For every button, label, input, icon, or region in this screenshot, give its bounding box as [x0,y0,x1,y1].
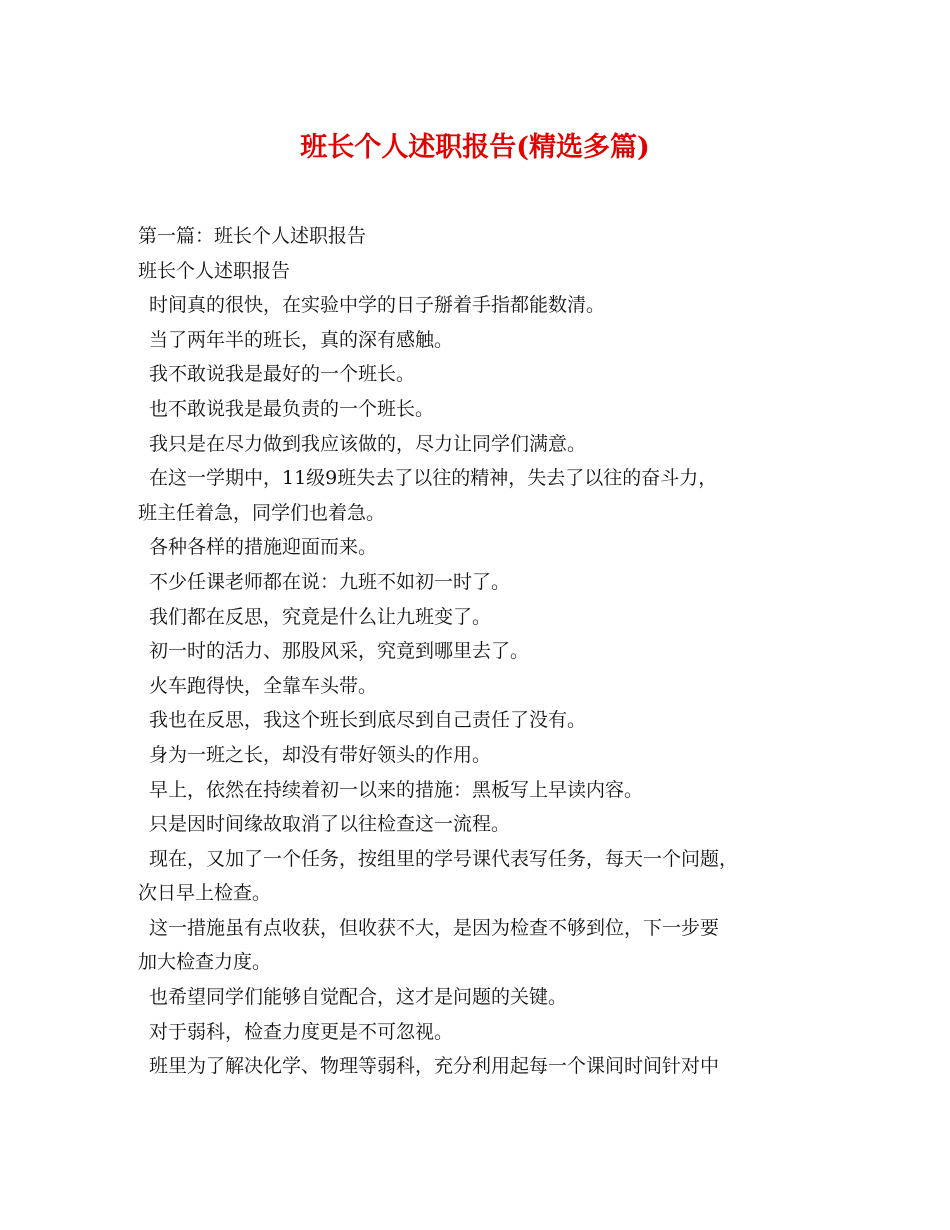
paragraph-line: 我也在反思，我这个班长到底尽到自己责任了没有。 [149,709,587,732]
paragraph-line: 身为一班之长，却没有带好领头的作用。 [149,743,492,766]
document-body [138,219,838,1084]
paragraph-line: 我只是在尽力做到我应该做的，尽力让同学们满意。 [149,432,587,455]
paragraph-line: 只是因时间缘故取消了以往检查这一流程。 [149,813,511,836]
paragraph-line: 早上，依然在持续着初一以来的措施：黑板写上早读内容。 [149,778,644,801]
paragraph-line: 次日早上检查。 [138,882,272,905]
paragraph-line: 火车跑得快，全靠车头带。 [149,674,378,697]
paragraph-line: 不少任课老师都在说：九班不如初一时了。 [149,570,511,593]
paragraph-line: 现在，又加了一个任务，按组里的学号课代表写任务，每天一个问题， [149,847,739,870]
paragraph-line: 我不敢说我是最好的一个班长。 [149,363,416,386]
paragraph-line: 第一篇：班长个人述职报告 [138,225,367,247]
paragraph-line: 班主任着急，同学们也着急。 [138,501,386,524]
paragraph-line: 当了两年半的班长，真的深有感触。 [149,328,454,351]
paragraph-line: 加大检查力度。 [138,951,272,974]
paragraph-line: 这一措施虽有点收获，但收获不大，是因为检查不够到位，下一步要 [149,916,720,939]
paragraph-line: 对于弱科，检查力度更是不可忽视。 [149,1020,454,1043]
paragraph-line: 初一时的活力、那股风采，究竟到哪里去了。 [149,640,530,663]
paragraph-line: 也不敢说我是最负责的一个班长。 [149,397,435,420]
paragraph-line: 班里为了解决化学、物理等弱科，充分利用起每一个课间时间针对中 [149,1055,720,1078]
paragraph-line: 我们都在反思，究竟是什么让九班变了。 [149,605,492,628]
paragraph-line: 也希望同学们能够自觉配合，这才是问题的关键。 [149,986,568,1009]
paragraph-line: 各种各样的措施迎面而来。 [149,536,378,559]
paragraph-line: 在这一学期中，11级9班失去了以往的精神，失去了以往的奋斗力， [149,467,718,490]
document-title: 班长个人述职报告(精选多篇) [300,132,650,163]
paragraph-line: 时间真的很快，在实验中学的日子掰着手指都能数清。 [149,294,606,317]
paragraph-line: 班长个人述职报告 [138,259,291,282]
